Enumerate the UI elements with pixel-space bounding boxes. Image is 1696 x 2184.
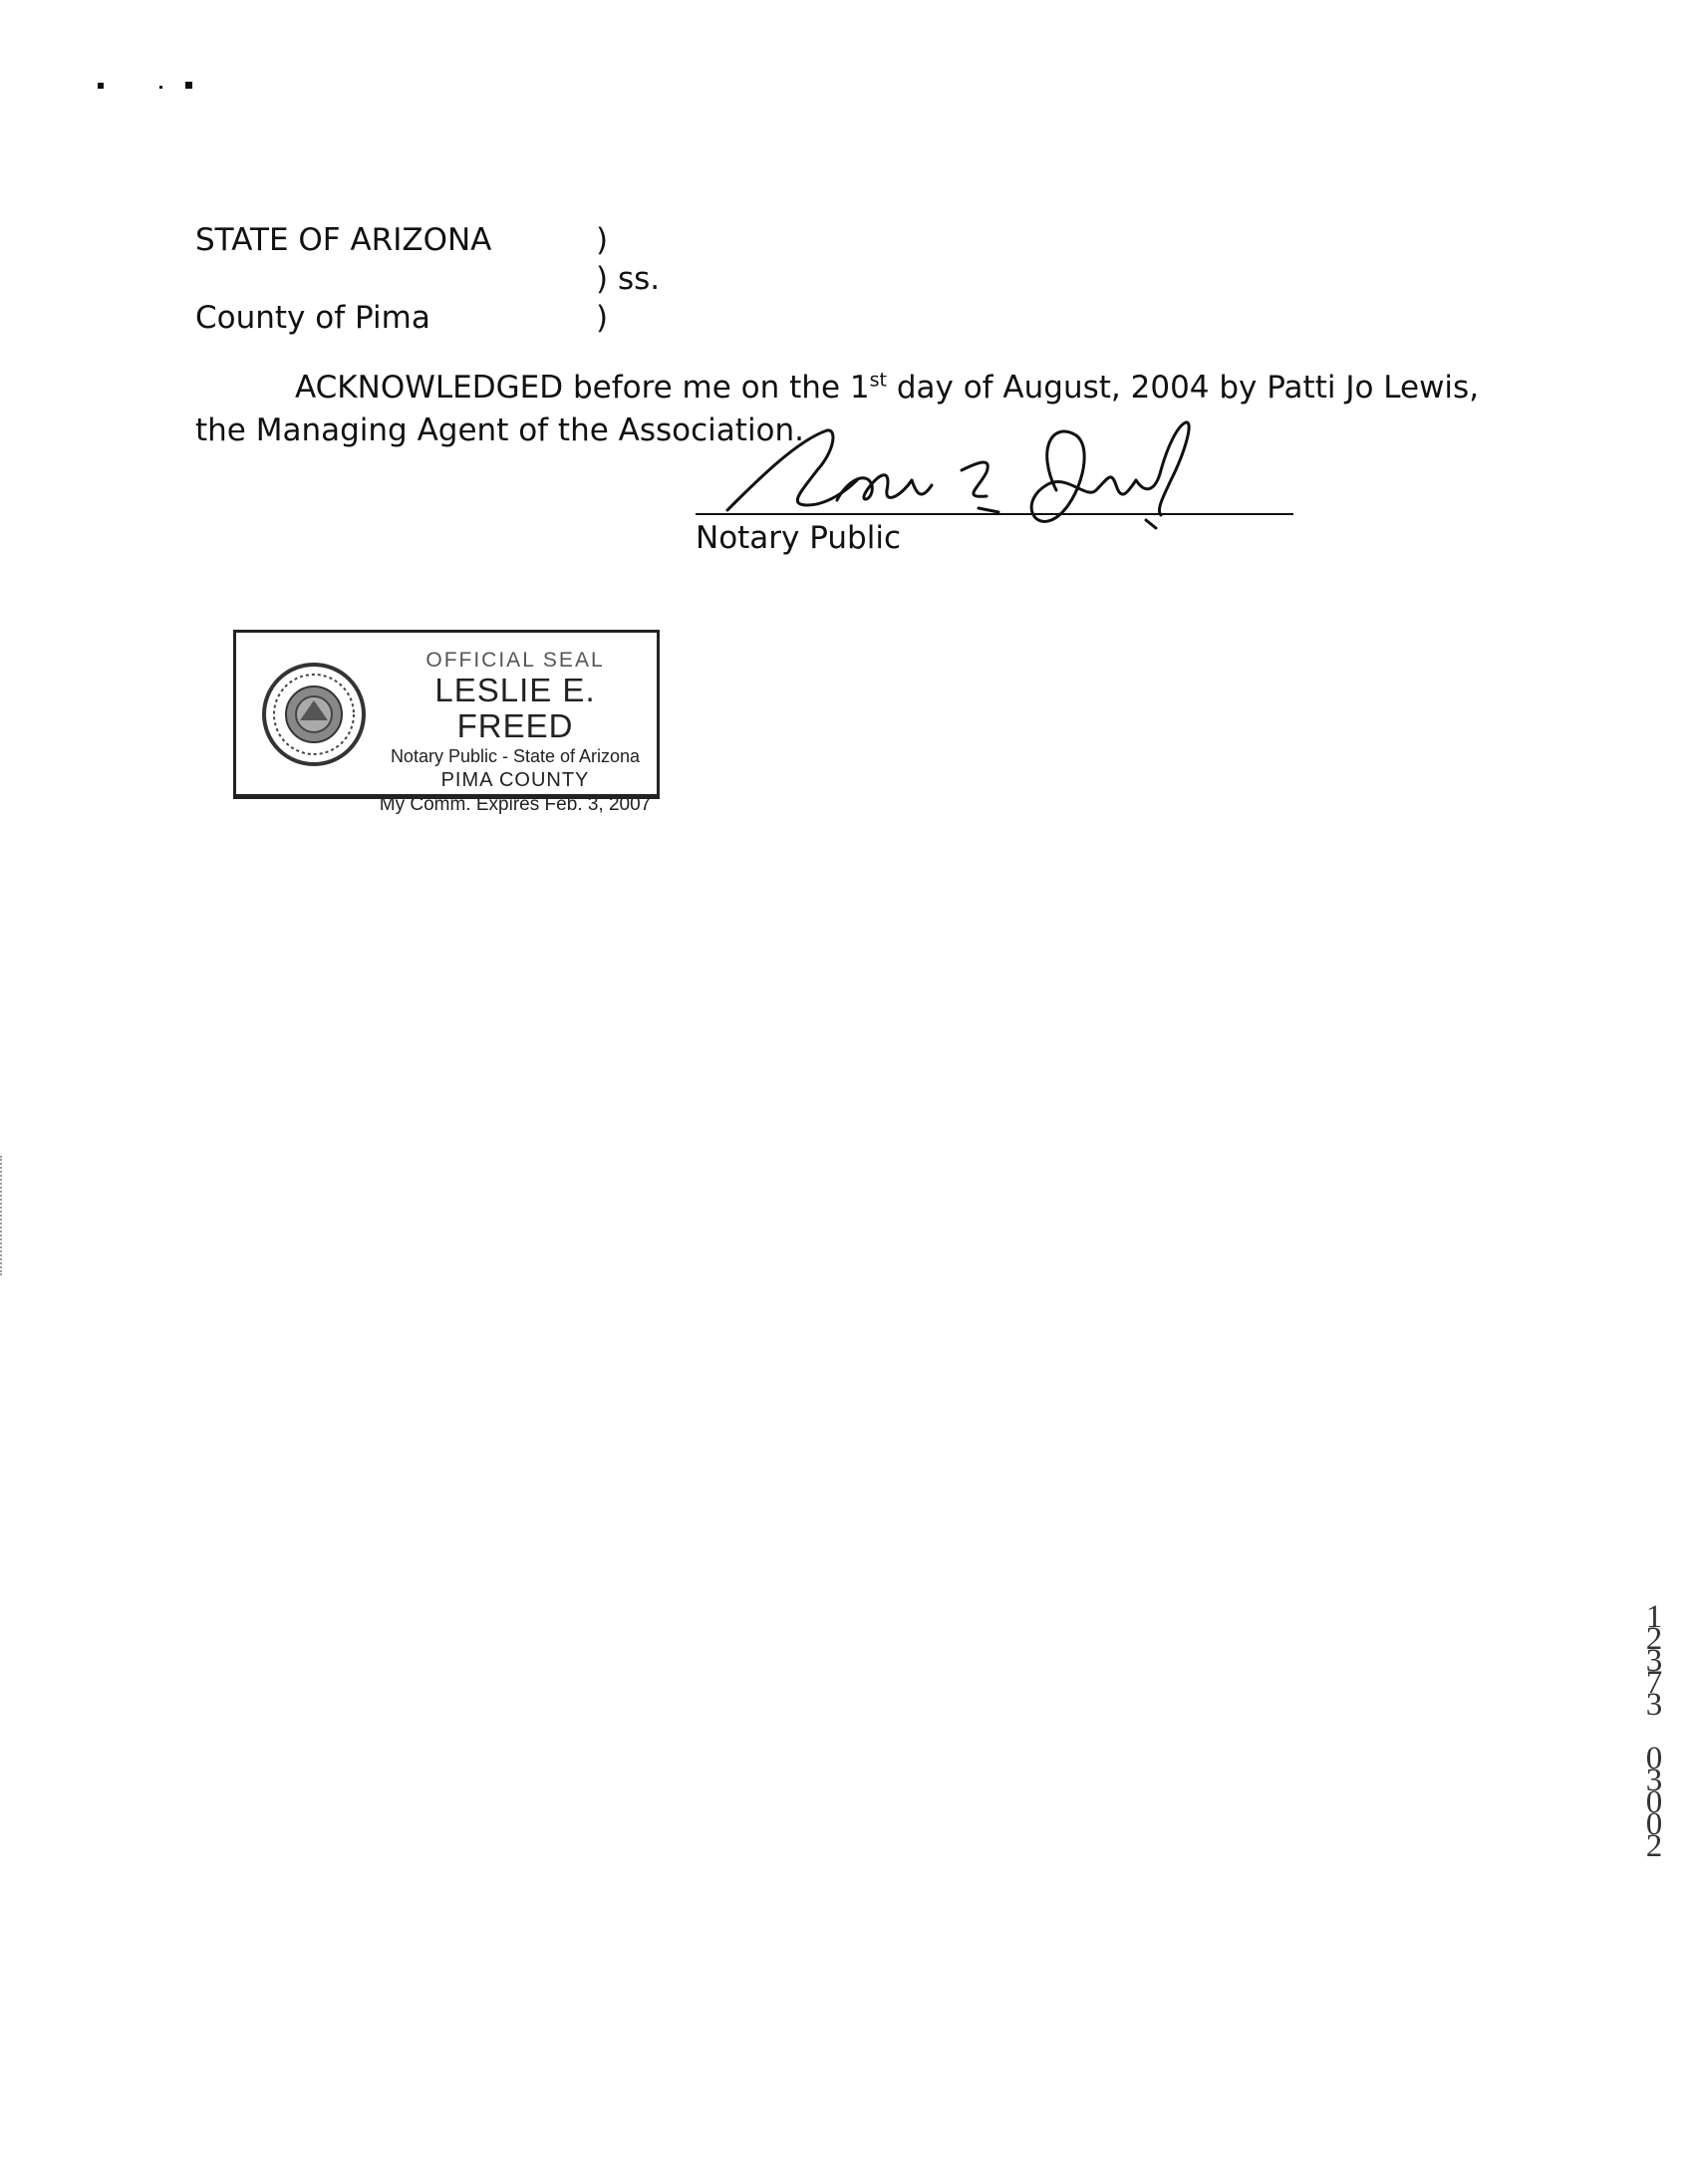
seal-text-block <box>376 649 655 818</box>
venue-paren-bottom: ) <box>596 300 609 336</box>
document-number <box>1639 1599 1669 1864</box>
seal-subtitle: Notary Public - State of Arizona <box>390 746 641 766</box>
state-seal-emblem-icon <box>260 661 368 768</box>
notary-public-label: Notary Public <box>696 520 901 556</box>
venue-paren-top: ) <box>596 222 609 258</box>
ack-ordinal: st <box>869 369 887 392</box>
document-number-part-1: 12373 <box>1645 1599 1663 1723</box>
ack-text-after: day of August, 2004 by Patti Jo Lewis, <box>886 370 1480 406</box>
seal-expiration: My Comm. Expires Feb. 3, 2007 <box>379 794 652 815</box>
seal-notary-name: LESLIE E. FREED <box>434 672 596 744</box>
venue-state: STATE OF ARIZONA <box>195 222 492 258</box>
acknowledgment-line-1 <box>195 367 1511 410</box>
ack-text-before: ACKNOWLEDGED before me on the 1 <box>295 370 870 406</box>
venue-paren-ss: ) ss. <box>596 261 661 297</box>
document-number-part-2: 03002 <box>1645 1741 1663 1864</box>
signature-line <box>696 513 1293 515</box>
seal-county: PIMA COUNTY <box>440 769 590 791</box>
official-seal-stamp <box>233 630 660 815</box>
acknowledgment-line-2: the Managing Agent of the Association. <box>195 412 805 448</box>
venue-county: County of Pima <box>195 300 430 336</box>
scan-edge-marks <box>0 1156 5 1275</box>
seal-title: OFFICIAL SEAL <box>425 649 605 672</box>
